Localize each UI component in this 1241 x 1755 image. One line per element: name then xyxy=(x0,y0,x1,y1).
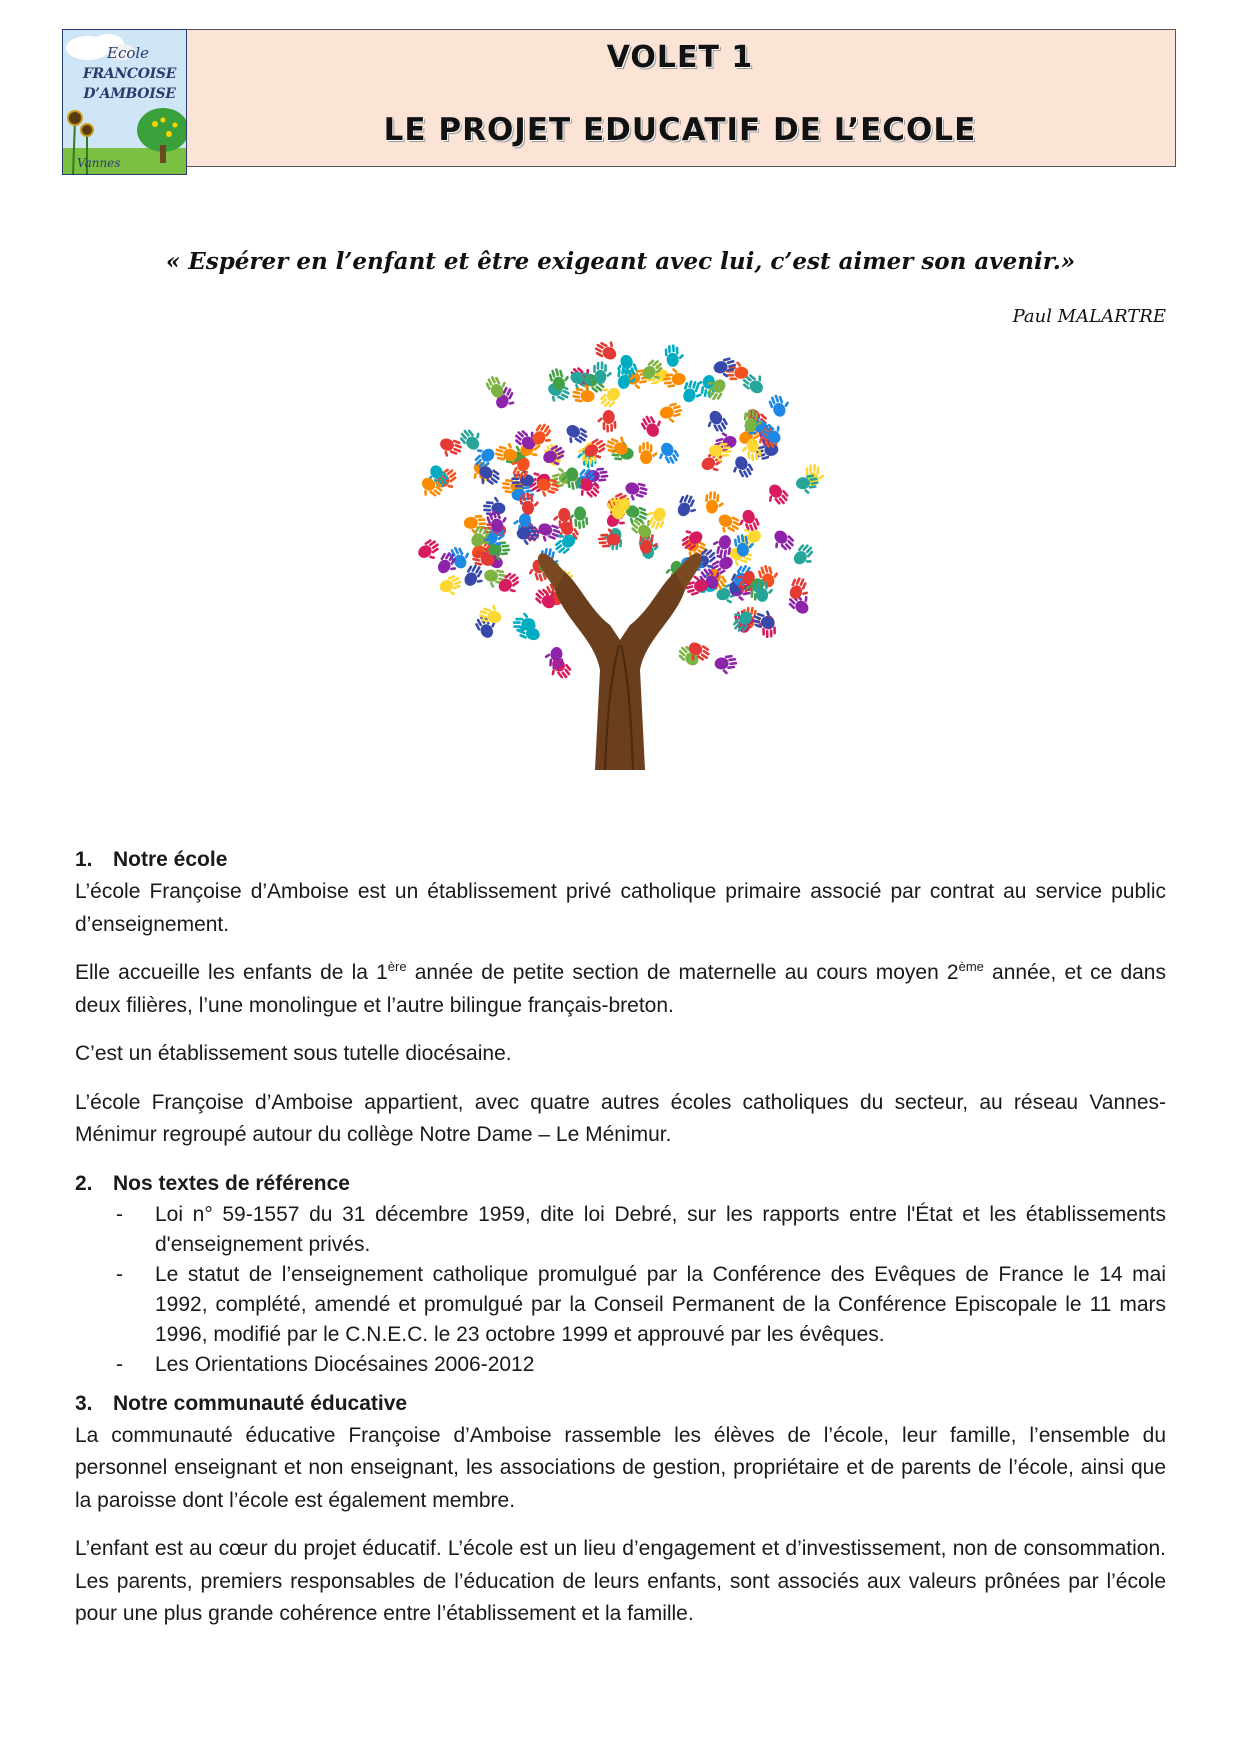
handprint-leaf xyxy=(664,344,685,368)
reference-item: - Le statut de l’enseignement catholique promulgué par la Conférence des Evêques de France le 14 mai 1992, complété, amendé et promulgué par la Conseil Permanent de la Conférence Episcopale le 11 mars 1996, modifié par le C.N.E.C. le 23 octobre 1999 et approuvé par les évêques. xyxy=(75,1260,1166,1350)
handprint-leaf xyxy=(767,391,793,419)
document-body xyxy=(75,844,1166,1647)
section-1-paragraph-1: L’école Françoise d’Amboise est un établissement privé catholique primaire associé par contrat au service public d’enseignement. xyxy=(75,880,1166,936)
handprint-leaf xyxy=(484,372,511,401)
handprint-leaf xyxy=(639,442,658,465)
p2-superscript-2: ème xyxy=(958,959,984,974)
logo-text-ecole: Ecole xyxy=(107,44,150,62)
handprint-leaf xyxy=(714,511,743,538)
hands-tree-illustration xyxy=(405,340,850,770)
header-title-projet: LE PROJET EDUCATIF DE L’ECOLE xyxy=(383,112,977,148)
section-3-heading xyxy=(75,1388,1166,1420)
logo-text-amboise: D’AMBOISE xyxy=(83,86,176,102)
p2-part-b: année de petite section de maternelle au cours moyen 2 xyxy=(406,961,959,984)
p2-part-c: année, et ce dans deux filières, l’une monolingue et l’autre bilingue français-breton. xyxy=(75,961,1166,1017)
logo-text-vannes: Vannes xyxy=(77,156,121,170)
handprint-leaf xyxy=(714,654,739,676)
handprint-leaf xyxy=(436,435,464,461)
handprint-leaf xyxy=(593,361,613,384)
section-2-number: 2. xyxy=(75,1171,93,1195)
epigraph-author: Paul MALARTRE xyxy=(1012,306,1166,327)
handprint-leaf xyxy=(597,410,617,433)
handprint-leaf xyxy=(658,402,685,426)
section-3-title: Notre communauté éducative xyxy=(113,1391,408,1415)
handprint-leaf xyxy=(437,573,465,599)
handprint-leaf xyxy=(415,537,444,566)
handprint-leaf xyxy=(592,340,621,363)
handprint-leaf xyxy=(704,491,725,515)
handprint-leaf xyxy=(790,541,819,571)
p2-superscript-1: ère xyxy=(387,959,407,974)
section-2-title: Nos textes de référence xyxy=(113,1171,350,1195)
section-1-paragraph-2 xyxy=(75,957,1166,1022)
section-1-title: Notre école xyxy=(113,848,228,871)
reference-item: - Les Orientations Diocésaines 2006-2012 xyxy=(75,1350,1166,1380)
handprint-leaf xyxy=(653,440,681,469)
handprint-leaf xyxy=(457,424,486,454)
section-1-paragraph-4: L’école Françoise d’Amboise appartient, avec quatre autres écoles catholiques du secteur, au réseau Vannes-Ménimur regroupé autour du collège Notre Dame – Le Ménimur. xyxy=(75,1090,1166,1146)
reference-list xyxy=(75,1200,1166,1380)
handprint-leaf xyxy=(768,527,797,556)
handprint-leaf xyxy=(477,601,504,626)
section-1-number: 1. xyxy=(75,848,93,871)
logo-text-francoise: FRANCOISE xyxy=(82,66,177,82)
epigraph-quote: « Espérer en l’enfant et être exigeant avec lui, c’est aimer son avenir.» xyxy=(165,248,1076,275)
section-1-paragraph-3: C’est un établissement sous tutelle diocésaine. xyxy=(75,1042,512,1065)
handprint-leaf xyxy=(513,612,536,631)
handprint-leaves xyxy=(415,340,825,684)
handprint-leaf xyxy=(675,640,705,669)
school-logo xyxy=(62,29,187,175)
handprint-leaf xyxy=(674,492,701,520)
section-2-heading xyxy=(75,1168,1166,1200)
section-3-paragraph-1: La communauté éducative Françoise d’Amboise rassemble les élèves de l’école, leur famille, l’ensemble du personnel enseignant et non enseignant, les associations de gestion, propriétaire et de parents de l’école, ainsi que la paroisse dont l’école est également membre. xyxy=(75,1423,1166,1512)
p2-part-a: Elle accueille les enfants de la 1 xyxy=(75,961,388,984)
handprint-leaf xyxy=(702,408,730,437)
handprint-leaf xyxy=(762,481,791,511)
header-title-volet: VOLET 1 xyxy=(606,40,754,75)
handprint-leaf xyxy=(728,454,756,483)
section-3-paragraph-2: L’enfant est au cœur du projet éducatif. L’école est un lieu d’engagement et d’investissement, non de consommation. Les parents, premiers responsables de l’éducation de leurs enfants, sont associés aux valeurs prônées par l’école pour une plus grande cohérence entre l’établissement et la famille. xyxy=(75,1537,1166,1625)
reference-item: - Loi n° 59-1557 du 31 décembre 1959, dite loi Debré, sur les rapports entre l'État et les établissements d'enseignement privés. xyxy=(75,1200,1166,1260)
section-3-number: 3. xyxy=(75,1391,93,1415)
section-1-heading xyxy=(75,844,1166,876)
handprint-leaf xyxy=(540,443,569,471)
